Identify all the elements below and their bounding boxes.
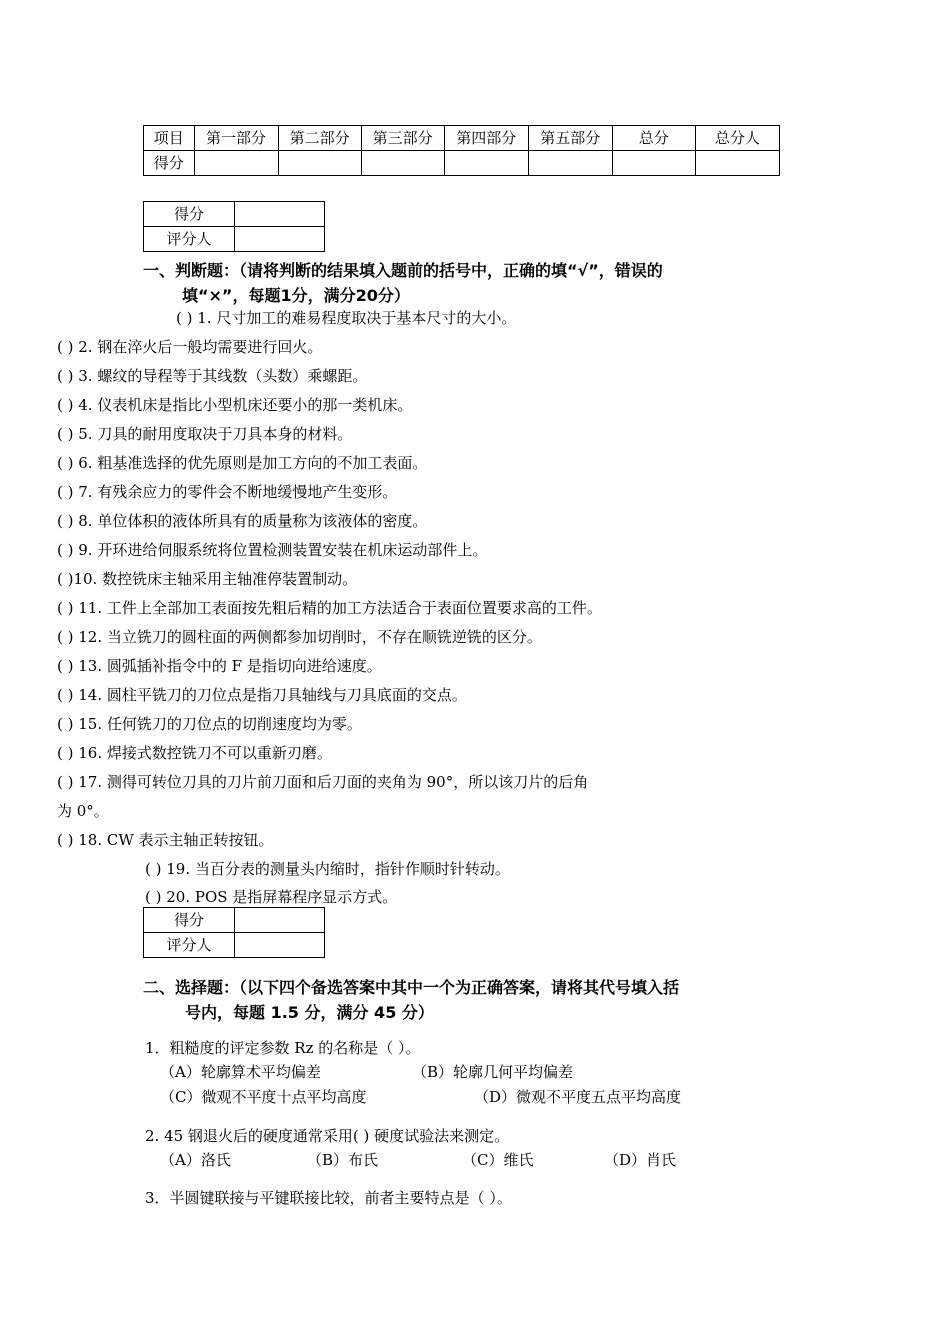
header-item: 项目 (144, 126, 195, 151)
q1-option-b: （B）轮廓几何平均偏差 (412, 1063, 574, 1081)
q2-option-a: （A）洛氏 (160, 1151, 231, 1169)
score-cell[interactable] (194, 151, 278, 176)
choice-question-3: 3．半圆键联接与平键联接比较，前者主要特点是（ ）。 (145, 1189, 512, 1207)
section1-title-line1: 一、判断题：（请将判断的结果填入题前的括号中，正确的填“√”，错误的 (143, 261, 663, 280)
score-cell[interactable] (361, 151, 444, 176)
q2-option-c: （C）维氏 (462, 1151, 534, 1169)
question-17: ( ) 17. 测得可转位刀具的刀片前刀面和后刀面的夹角为 90°，所以该刀片的后角 (57, 773, 589, 791)
question-8: ( ) 8. 单位体积的液体所具有的质量称为该液体的密度。 (57, 512, 428, 530)
score-summary-table (143, 125, 780, 176)
q2-option-b: （B）布氏 (307, 1151, 379, 1169)
header-total: 总分 (612, 126, 695, 151)
section2-grading-table (143, 907, 325, 958)
section1-grading-table (143, 201, 325, 252)
header-part5: 第五部分 (528, 126, 612, 151)
header-part4: 第四部分 (444, 126, 528, 151)
score-cell[interactable] (528, 151, 612, 176)
question-4: ( ) 4. 仪表机床是指比小型机床还要小的那一类机床。 (57, 396, 413, 414)
question-5: ( ) 5. 刀具的耐用度取决于刀具本身的材料。 (57, 425, 353, 443)
score-cell[interactable] (235, 908, 325, 933)
header-part1: 第一部分 (194, 126, 278, 151)
score-cell[interactable] (695, 151, 779, 176)
score-cell[interactable] (612, 151, 695, 176)
header-part3: 第三部分 (361, 126, 444, 151)
grader-cell[interactable] (235, 933, 325, 958)
score-table-header-row (144, 126, 780, 151)
question-10: ( )10. 数控铣床主轴采用主轴准停装置制动。 (57, 570, 358, 588)
score-label: 得分 (144, 908, 235, 933)
score-table-value-row (144, 151, 780, 176)
question-12: ( ) 12. 当立铣刀的圆柱面的两侧都参加切削时，不存在顺铣逆铣的区分。 (57, 628, 542, 646)
grader-label: 评分人 (144, 933, 235, 958)
question-2: ( ) 2. 钢在淬火后一般均需要进行回火。 (57, 338, 323, 356)
choice-question-2: 2. 45 钢退火后的硬度通常采用( ) 硬度试验法来测定。 (145, 1127, 510, 1145)
question-17-continued: 为 0°。 (57, 802, 109, 820)
q1-option-d: （D）微观不平度五点平均高度 (474, 1088, 682, 1106)
question-7: ( ) 7. 有残余应力的零件会不断地缓慢地产生变形。 (57, 483, 398, 501)
section2-title-line2: 号内，每题 1.5 分，满分 45 分） (185, 1003, 434, 1022)
question-6: ( ) 6. 粗基准选择的优先原则是加工方向的不加工表面。 (57, 454, 428, 472)
grader-cell[interactable] (235, 227, 325, 252)
row-label-score: 得分 (144, 151, 195, 176)
q2-option-d: （D）肖氏 (604, 1151, 677, 1169)
score-label: 得分 (144, 202, 235, 227)
question-16: ( ) 16. 焊接式数控铣刀不可以重新刃磨。 (57, 744, 332, 762)
header-part2: 第二部分 (278, 126, 361, 151)
q1-option-a: （A）轮廓算术平均偏差 (160, 1063, 321, 1081)
section2-title-line1: 二、选择题：（以下四个备选答案中其中一个为正确答案，请将其代号填入括 (143, 978, 680, 997)
question-1: ( ) 1. 尺寸加工的难易程度取决于基本尺寸的大小。 (176, 309, 517, 327)
question-15: ( ) 15. 任何铣刀的刀位点的切削速度均为零。 (57, 715, 362, 733)
question-9: ( ) 9. 开环进给伺服系统将位置检测装置安装在机床运动部件上。 (57, 541, 488, 559)
question-11: ( ) 11. 工件上全部加工表面按先粗后精的加工方法适合于表面位置要求高的工件。 (57, 599, 602, 617)
question-20: ( ) 20. POS 是指屏幕程序显示方式。 (145, 888, 398, 906)
question-19: ( ) 19. 当百分表的测量头内缩时，指针作顺时针转动。 (145, 860, 510, 878)
choice-question-1: 1．粗糙度的评定参数 Rz 的名称是（ ）。 (145, 1039, 421, 1057)
score-cell[interactable] (444, 151, 528, 176)
score-cell[interactable] (235, 202, 325, 227)
q1-option-c: （C）微观不平度十点平均高度 (160, 1088, 367, 1106)
question-13: ( ) 13. 圆弧插补指令中的 F 是指切向进给速度。 (57, 657, 382, 675)
header-total-grader: 总分人 (695, 126, 779, 151)
grader-label: 评分人 (144, 227, 235, 252)
score-cell[interactable] (278, 151, 361, 176)
question-3: ( ) 3. 螺纹的导程等于其线数（头数）乘螺距。 (57, 367, 368, 385)
section1-title-line2: 填“×”，每题1分，满分20分） (182, 286, 410, 305)
question-18: ( ) 18. CW 表示主轴正转按钮。 (57, 831, 274, 849)
question-14: ( ) 14. 圆柱平铣刀的刀位点是指刀具轴线与刀具底面的交点。 (57, 686, 467, 704)
